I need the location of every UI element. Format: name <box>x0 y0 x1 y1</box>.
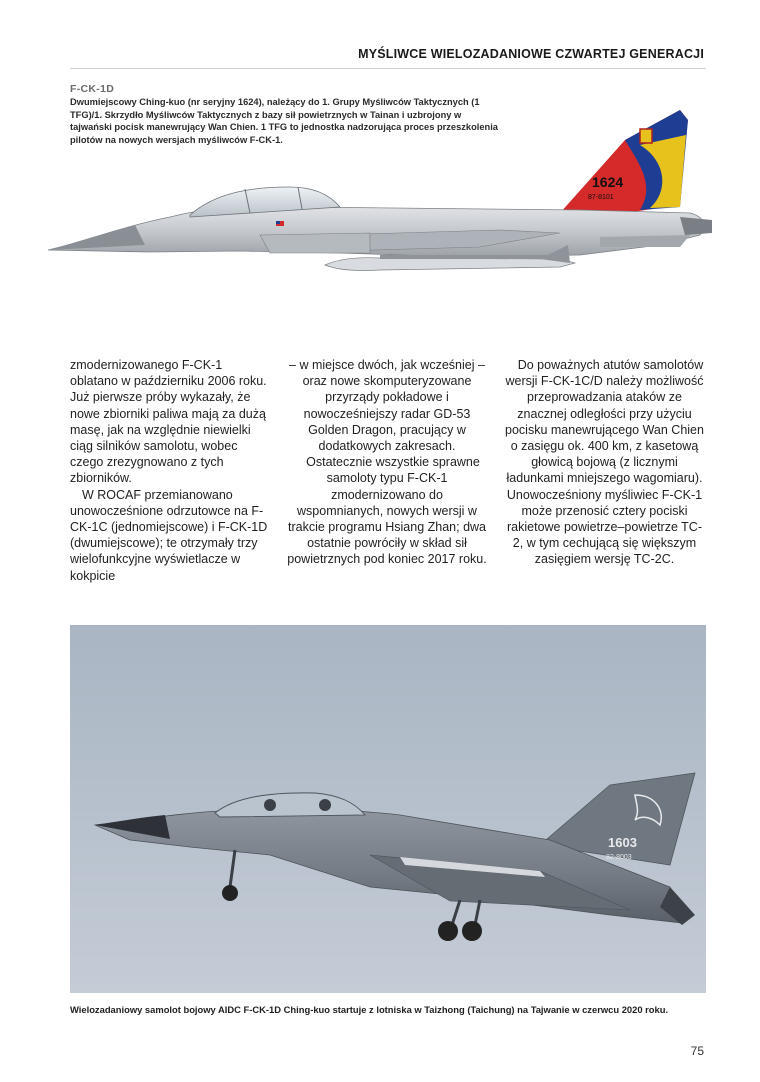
paragraph: Do poważnych atutów samolotów wersji F-CK-1C/D należy możliwość przeprowadzania ataków ze znacznej odległości przy użyciu pocisku manewrującego Wan Chien o zasięgu ok. 400 km, z kasetową głowicą bojową (z licznymi ładunkami mniejszego wagomiaru). Unowocześniony myśliwiec F-CK-1 może przenosić cztery pociski rakietowe powietrze–powietrze TC-2, w tym cechującą się większym zasięgiem wersję TC-2C. <box>505 358 704 567</box>
photo-tail-number: 1603 <box>608 835 637 850</box>
section-title: MYŚLIWCE WIELOZADANIOWE CZWARTEJ GENERACJI <box>358 47 704 61</box>
photo-tail-serial: 82-8003 <box>606 854 632 861</box>
paragraph: Ostatecznie wszystkie sprawne samoloty typu F-CK-1 zmodernizowano do wspomnianych, nowych wersji w trakcie programu Hsiang Zhan; dwa ostatnie powróciły w skład sił powietrznych pod koniec 2017 roku. <box>287 455 487 567</box>
header-divider <box>70 68 706 69</box>
illustration-tail-serial: 87-8101 <box>588 194 614 201</box>
text-column-3 <box>503 357 706 568</box>
paragraph: – w miejsce dwóch, jak wcześniej – oraz nowe skomputeryzowane przyrządy pokładowe i nowocześniejszy radar GD-53 Golden Dragon, pracujący w dodatkowych zakresach. <box>289 358 485 454</box>
paragraph: zmodernizowanego F-CK-1 oblatano w październiku 2006 roku. Już pierwsze próby wykazały, że nowe zbiorniki paliwa mają za dużą masę, jak na względnie niewielki ciąg silników samolotu, wobec czego zrezygnowano z tych zbiorników. <box>70 358 267 486</box>
aircraft-profile-illustration <box>40 95 720 325</box>
photo-caption: Wielozadaniowy samolot bojowy AIDC F-CK-1D Ching-kuo startuje z lotniska w Taizhong (Taichung) na Tajwanie w czerwcu 2020 roku. <box>70 1004 669 1015</box>
aircraft-photo <box>70 625 706 993</box>
text-column-2 <box>287 357 487 568</box>
text-column-1 <box>70 357 270 584</box>
paragraph: W ROCAF przemianowano unowocześnione odrzutowce na F-CK-1C (jednomiejscowe) i F-CK-1D (dwumiejscowe); te otrzymały trzy wielofunkcyjne wyświetlacze w kokpicie <box>70 487 268 583</box>
illustration-label: F-CK-1D <box>70 83 115 95</box>
page-number: 75 <box>690 1044 704 1058</box>
illustration-caption: Dwumiejscowy Ching-kuo (nr seryjny 1624), należący do 1. Grupy Myśliwców Taktycznych (1 TFG)/1. Skrzydło Myśliwców Taktycznych z bazy sił powietrznych w Tainan i uzbrojony w tajwański pocisk manewrujący Wan Chien. 1 TFG to jednostka nadzorująca proces przeszkolenia pilotów na nowych wersjach myśliwców F-CK-1. <box>70 97 498 145</box>
illustration-tail-number: 1624 <box>592 174 624 190</box>
